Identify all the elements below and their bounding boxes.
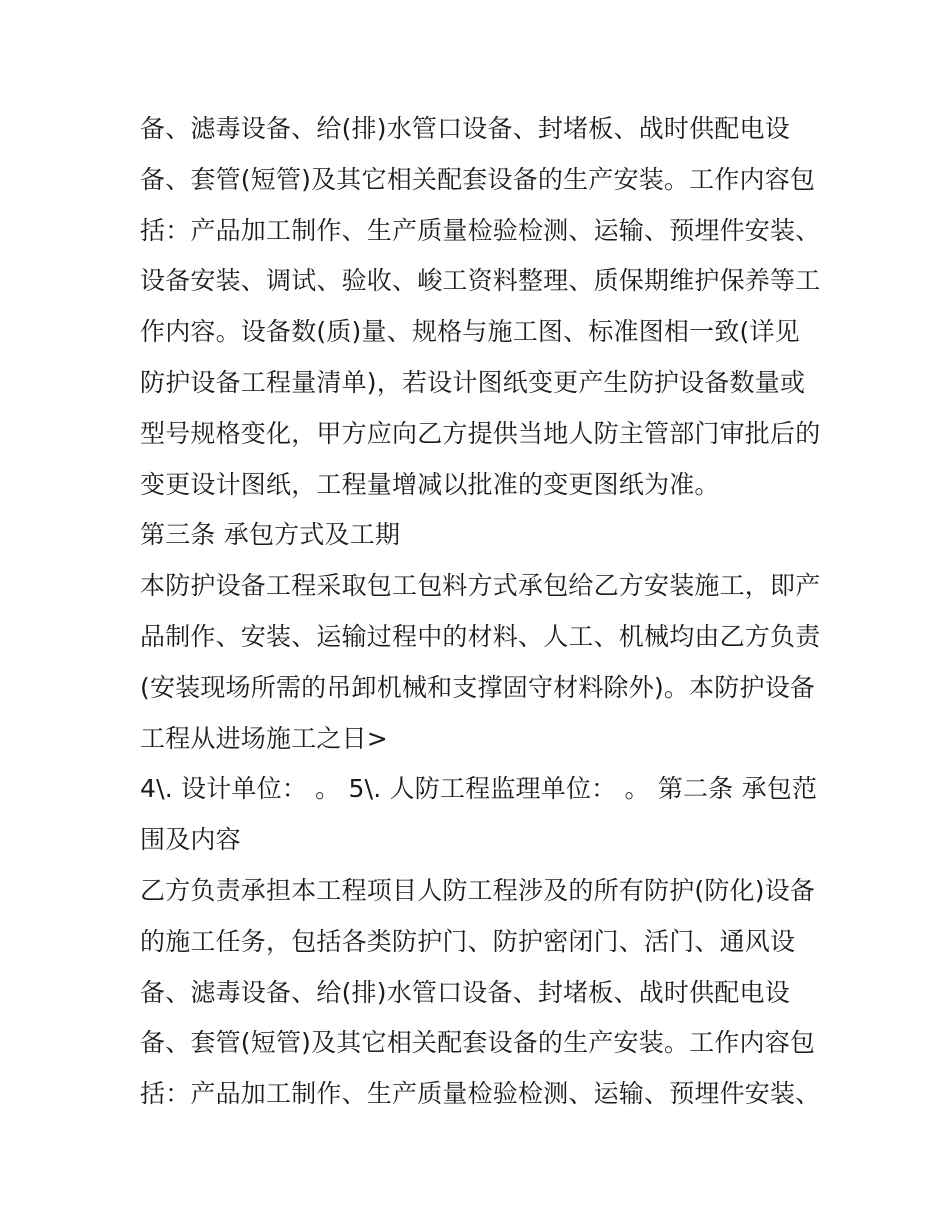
text-line: 设备安装、调试、验收、峻工资料整理、质保期维护保养等工 xyxy=(140,266,821,296)
text-line: 工程从进场施工之日> xyxy=(140,723,388,753)
text-line: 围及内容 xyxy=(140,825,241,855)
text-line: 备、套管(短管)及其它相关配套设备的生产安装。工作内容包 xyxy=(140,1028,816,1058)
text-line: 型号规格变化，甲方应向乙方提供当地人防主管部门审批后的 xyxy=(140,418,821,448)
text-line: 括：产品加工制作、生产质量检验检测、运输、预埋件安装、 xyxy=(140,1079,821,1109)
text-line: 备、滤毒设备、给(排)水管口设备、封堵板、战时供配电设 xyxy=(140,977,790,1007)
text-line: 4\. 设计单位： 。 5\. 人防工程监理单位： 。 第二条 承包范 xyxy=(140,774,818,804)
text-line: 作内容。设备数(质)量、规格与施工图、标准图相一致(详见 xyxy=(140,317,800,347)
text-line: 变更设计图纸，工程量增减以批准的变更图纸为准。 xyxy=(140,469,720,499)
text-line: 的施工任务，包括各类防护门、防护密闭门、活门、通风设 xyxy=(140,926,796,956)
text-line: (安装现场所需的吊卸机械和支撑固守材料除外)。本防护设备 xyxy=(140,672,816,702)
text-line: 备、滤毒设备、给(排)水管口设备、封堵板、战时供配电设 xyxy=(140,114,790,143)
section-heading: 第三条 承包方式及工期 xyxy=(140,520,401,550)
text-line: 括：产品加工制作、生产质量检验检测、运输、预埋件安装、 xyxy=(140,215,821,245)
text-line: 品制作、安装、运输过程中的材料、人工、机械均由乙方负责 xyxy=(140,621,821,651)
text-line: 本防护设备工程采取包工包料方式承包给乙方安装施工，即产 xyxy=(140,571,821,601)
document-body xyxy=(140,104,830,1120)
text-line: 防护设备工程量清单)，若设计图纸变更产生防护设备数量或 xyxy=(140,367,806,397)
text-line: 备、套管(短管)及其它相关配套设备的生产安装。工作内容包 xyxy=(140,164,816,194)
text-line: 乙方负责承担本工程项目人防工程涉及的所有防护(防化)设备 xyxy=(140,875,816,905)
